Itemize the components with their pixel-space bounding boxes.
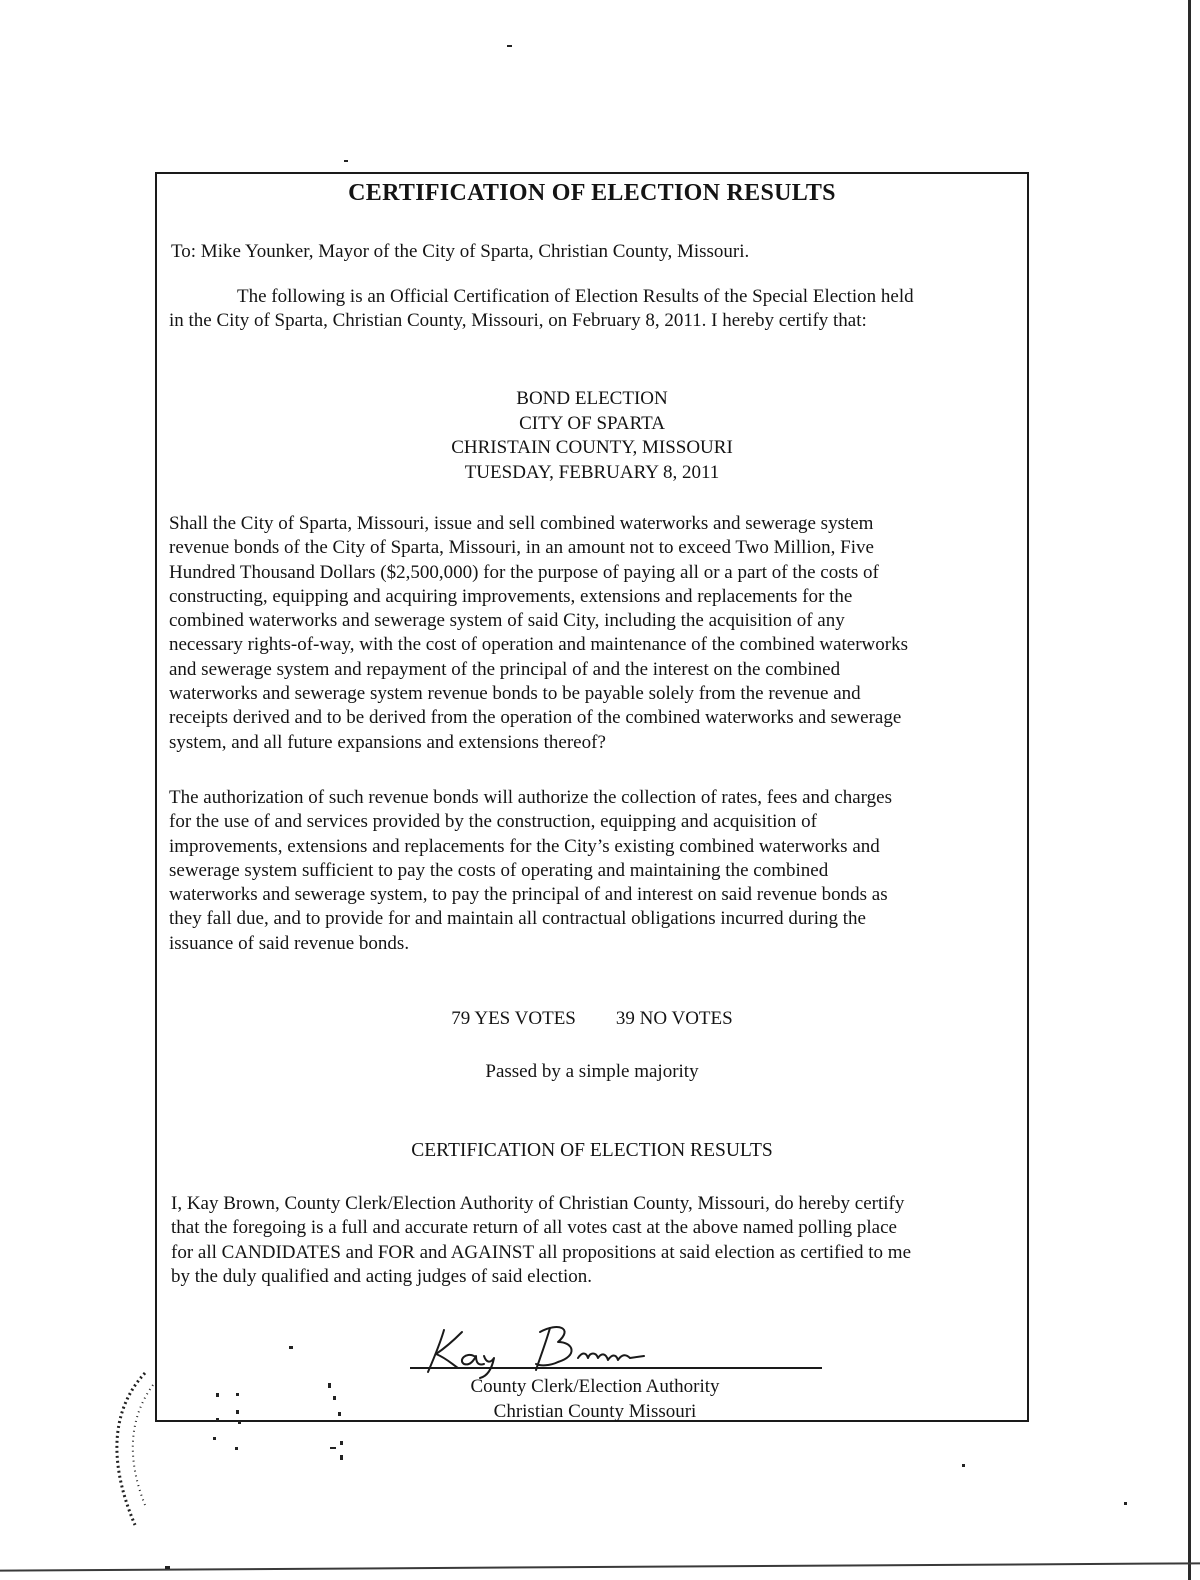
yes-votes: 79 YES VOTES	[451, 1008, 576, 1029]
election-heading-line: CITY OF SPARTA	[519, 412, 665, 434]
ballot-question-line: system, and all future expansions and extensions thereof?	[169, 731, 606, 753]
authorization-line: sewerage system sufficient to pay the costs of operating and maintaining the combined	[169, 859, 829, 881]
ballot-question-line: waterworks and sewerage system revenue bonds to be payable solely from the revenue and	[169, 683, 861, 705]
authorization-paragraph	[169, 786, 892, 956]
signature-county: Christian County Missouri	[493, 1400, 697, 1422]
ballot-question-line: combined waterworks and sewerage system of said City, including the acquisition of any	[169, 610, 845, 632]
no-votes: 39 NO VOTES	[615, 1008, 733, 1029]
election-heading-line: TUESDAY, FEBRUARY 8, 2011	[464, 461, 720, 483]
certification-heading: CERTIFICATION OF ELECTION RESULTS	[411, 1140, 773, 1161]
addressee-line: To: Mike Younker, Mayor of the City of Sparta, Christian County, Missouri.	[171, 241, 750, 262]
ballot-question-line: constructing, equipping and acquiring improvements, extensions and replacements for the	[169, 585, 853, 607]
election-heading	[155, 387, 1029, 485]
clerk-statement-line: I, Kay Brown, County Clerk/Election Authority of Christian County, Missouri, do hereby certify	[171, 1193, 905, 1214]
ballot-question-line: receipts derived and to be derived from the operation of the combined waterworks and sewerage	[169, 707, 902, 729]
ballot-question-line: and sewerage system and repayment of the principal of and the interest on the combined	[169, 658, 841, 680]
intro-line: in the City of Sparta, Christian County, Missouri, on February 8, 2011. I hereby certify that:	[169, 310, 867, 332]
signature-drawing	[418, 1318, 658, 1380]
document-title: CERTIFICATION OF ELECTION RESULTS	[348, 180, 836, 206]
authorization-line: waterworks and sewerage system, to pay the principal of and interest on said revenue bonds as	[169, 884, 888, 906]
signature-title: County Clerk/Election Authority	[470, 1376, 720, 1397]
vote-results	[155, 1008, 1029, 1030]
ballot-question-line: revenue bonds of the City of Sparta, Missouri, in an amount not to exceed Two Million, Five	[169, 537, 874, 559]
page-edge	[1188, 0, 1191, 1580]
signature-caption	[410, 1375, 780, 1424]
clerk-statement-line: that the foregoing is a full and accurate return of all votes cast at the above named polling place	[171, 1217, 897, 1239]
election-outcome: Passed by a simple majority	[485, 1061, 699, 1082]
authorization-line: they fall due, and to provide for and maintain all contractual obligations incurred during the	[169, 908, 866, 930]
ballot-question-line: Shall the City of Sparta, Missouri, issue and sell combined waterworks and sewerage system	[169, 513, 874, 534]
authorization-line: improvements, extensions and replacements for the City’s existing combined waterworks and	[169, 835, 880, 857]
page-edge-bottom	[0, 1562, 1200, 1571]
clerk-statement	[171, 1192, 911, 1289]
clerk-statement-line: for all CANDIDATES and FOR and AGAINST all propositions at said election as certified to me	[171, 1241, 911, 1263]
seal-stamp-fragment	[95, 1365, 165, 1540]
seal-edge-drawing	[95, 1365, 165, 1535]
authorization-line: for the use of and services provided by the construction, equipping and acquisition of	[169, 811, 817, 833]
ballot-question-line: Hundred Thousand Dollars ($2,500,000) for the purpose of paying all or a part of the costs of	[169, 561, 879, 583]
authorization-line: The authorization of such revenue bonds will authorize the collection of rates, fees and charges	[169, 787, 892, 808]
clerk-statement-line: by the duly qualified and acting judges of said election.	[171, 1265, 593, 1287]
election-heading-line: BOND ELECTION	[516, 388, 668, 409]
ballot-question-paragraph	[169, 512, 908, 755]
election-heading-line: CHRISTAIN COUNTY, MISSOURI	[451, 437, 733, 458]
authorization-line: issuance of said revenue bonds.	[169, 932, 410, 954]
ballot-question-line: necessary rights-of-way, with the cost of operation and maintenance of the combined waterworks	[169, 634, 908, 656]
signature-line	[410, 1367, 822, 1369]
intro-line: The following is an Official Certification of Election Results of the Special Election held	[237, 286, 914, 307]
intro-paragraph	[169, 285, 914, 334]
